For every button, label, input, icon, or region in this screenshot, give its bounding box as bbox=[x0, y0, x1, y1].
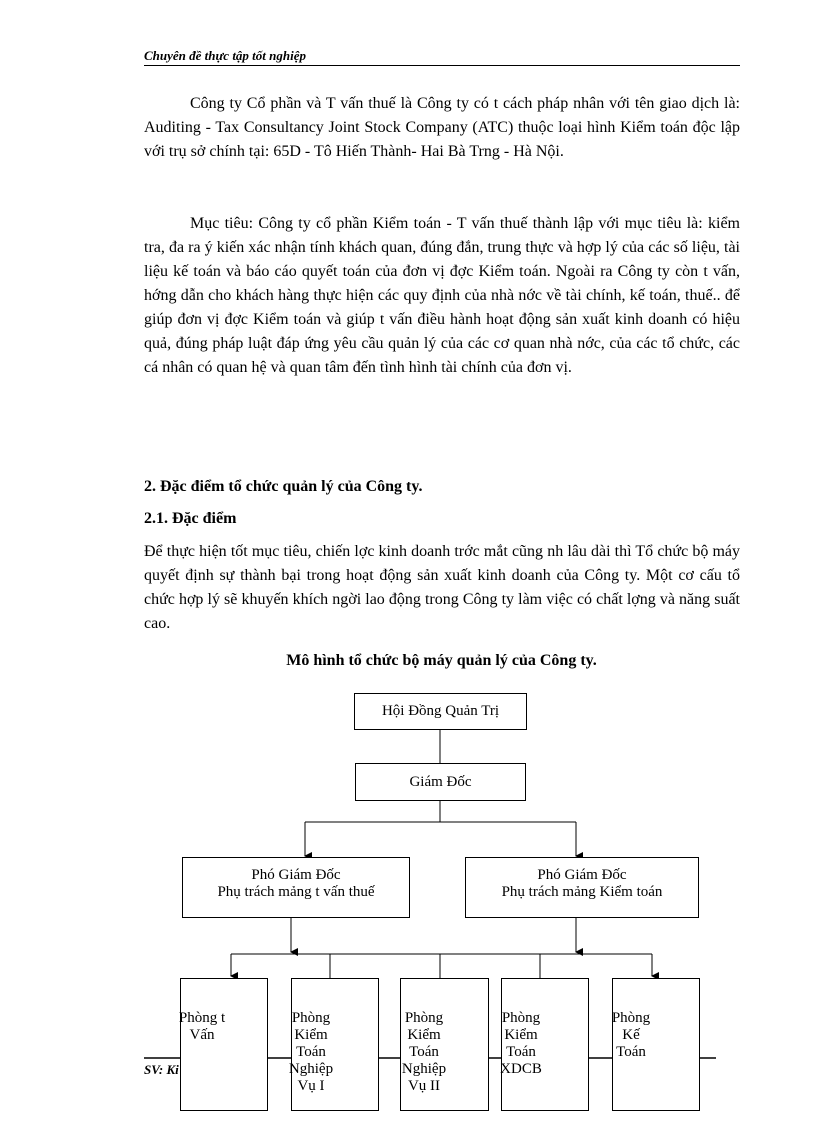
department-label-line: Toán bbox=[506, 1044, 536, 1060]
department-label-line: Kiểm bbox=[504, 1027, 538, 1043]
department-label-line: Vụ II bbox=[407, 1078, 441, 1094]
director-label: Giám Đốc bbox=[409, 774, 472, 790]
board-of-directors-box bbox=[354, 693, 527, 730]
department-label-consulting bbox=[166, 1010, 238, 1044]
footer-text: SV: Ki bbox=[144, 1062, 179, 1077]
department-label-audit-1 bbox=[286, 1010, 336, 1095]
section-heading: 2. Đặc điểm tổ chức quản lý của Công ty. bbox=[144, 478, 423, 495]
department-label-line: Toán bbox=[616, 1044, 646, 1060]
deputy-director-audit-scope: Phụ trách mảng Kiểm toán bbox=[501, 884, 663, 900]
department-label-line: Vấn bbox=[189, 1027, 215, 1043]
page-header: Chuyên đề thực tập tốt nghiệp bbox=[144, 48, 740, 66]
department-label-audit-2 bbox=[397, 1010, 451, 1095]
paragraph-structure: Để thực hiện tốt mục tiêu, chiến lợc kinh doanh trớc mắt cũng nh lâu dài thì Tổ chức bộ máy quyết định sự thành bại trong hoạt động sản xuất kinh doanh của Công ty. Một cơ cấu tổ chức hợp lý sẽ khuyến khích ngời lao động trong Công ty làm việc có chất lợng và năng suất cao. bbox=[144, 543, 740, 632]
department-label-line: Phòng bbox=[404, 1010, 444, 1026]
org-chart-caption: Mô hình tổ chức bộ máy quản lý của Công ty. bbox=[286, 652, 597, 669]
department-label-line: XDCB bbox=[500, 1061, 542, 1077]
department-label-line: Phòng bbox=[501, 1010, 541, 1026]
deputy-director-audit-box bbox=[465, 857, 699, 918]
deputy-director-tax-box bbox=[182, 857, 410, 918]
paragraph-objectives: Mục tiêu: Công ty cổ phần Kiểm toán - T vấn thuế thành lập với mục tiêu là: kiểm tra, đa ra ý kiến xác nhận tính khách quan, đúng đắn, trung thực và hợp lý của các số liệu, tài liệu kế toán và báo cáo quyết toán của đơn vị đợc Kiểm toán. Ngoài ra Công ty còn t vấn, hớng dẫn cho khách hàng thực hiện các quy định của nhà nớc về tài chính, kế toán, thuế.. để giúp đơn vị đợc Kiểm toán và giúp t vấn điều hành hoạt động sản xuất kinh doanh có hiệu quả, đúng pháp luật đáp ứng yêu cầu quản lý của các cơ quan nhà nớc, của các tổ chức, các cá nhân có quan hệ và quan tâm đến tình hình tài chính của đơn vị. bbox=[144, 215, 740, 376]
department-label-construction bbox=[495, 1010, 547, 1078]
department-label-accounting bbox=[606, 1010, 656, 1061]
department-label-line: Toán bbox=[296, 1044, 326, 1060]
department-label-line: Phòng bbox=[291, 1010, 331, 1026]
deputy-director-audit-title: Phó Giám Đốc bbox=[537, 867, 627, 883]
deputy-director-tax-scope: Phụ trách mảng t vấn thuế bbox=[217, 884, 375, 900]
board-of-directors-label: Hội Đồng Quản Trị bbox=[381, 703, 500, 719]
department-box-consulting bbox=[180, 978, 268, 1111]
department-label-line: Kiểm bbox=[407, 1027, 441, 1043]
department-label-line: Phòng bbox=[611, 1010, 651, 1026]
subsection-heading: 2.1. Đặc điểm bbox=[144, 510, 237, 527]
department-label-line: Kế bbox=[622, 1027, 640, 1043]
department-label-line: Vụ I bbox=[297, 1078, 325, 1094]
deputy-director-tax-title: Phó Giám Đốc bbox=[251, 867, 341, 883]
department-label-line: Kiểm bbox=[294, 1027, 328, 1043]
department-label-line: Nghiệp bbox=[288, 1061, 334, 1077]
paragraph-company-intro: Công ty Cổ phần và T vấn thuế là Công ty có t cách pháp nhân với tên giao dịch là: Auditing - Tax Consultancy Joint Stock Company (ATC) thuộc loại hình Kiểm toán độc lập với trụ sở chính tại: 65D - Tô Hiến Thành- Hai Bà Trng - Hà Nội. bbox=[144, 95, 740, 160]
department-label-line: Toán bbox=[409, 1044, 439, 1060]
director-box bbox=[355, 763, 526, 801]
department-label-line: Phòng t bbox=[178, 1010, 226, 1026]
department-label-line: Nghiệp bbox=[401, 1061, 447, 1077]
